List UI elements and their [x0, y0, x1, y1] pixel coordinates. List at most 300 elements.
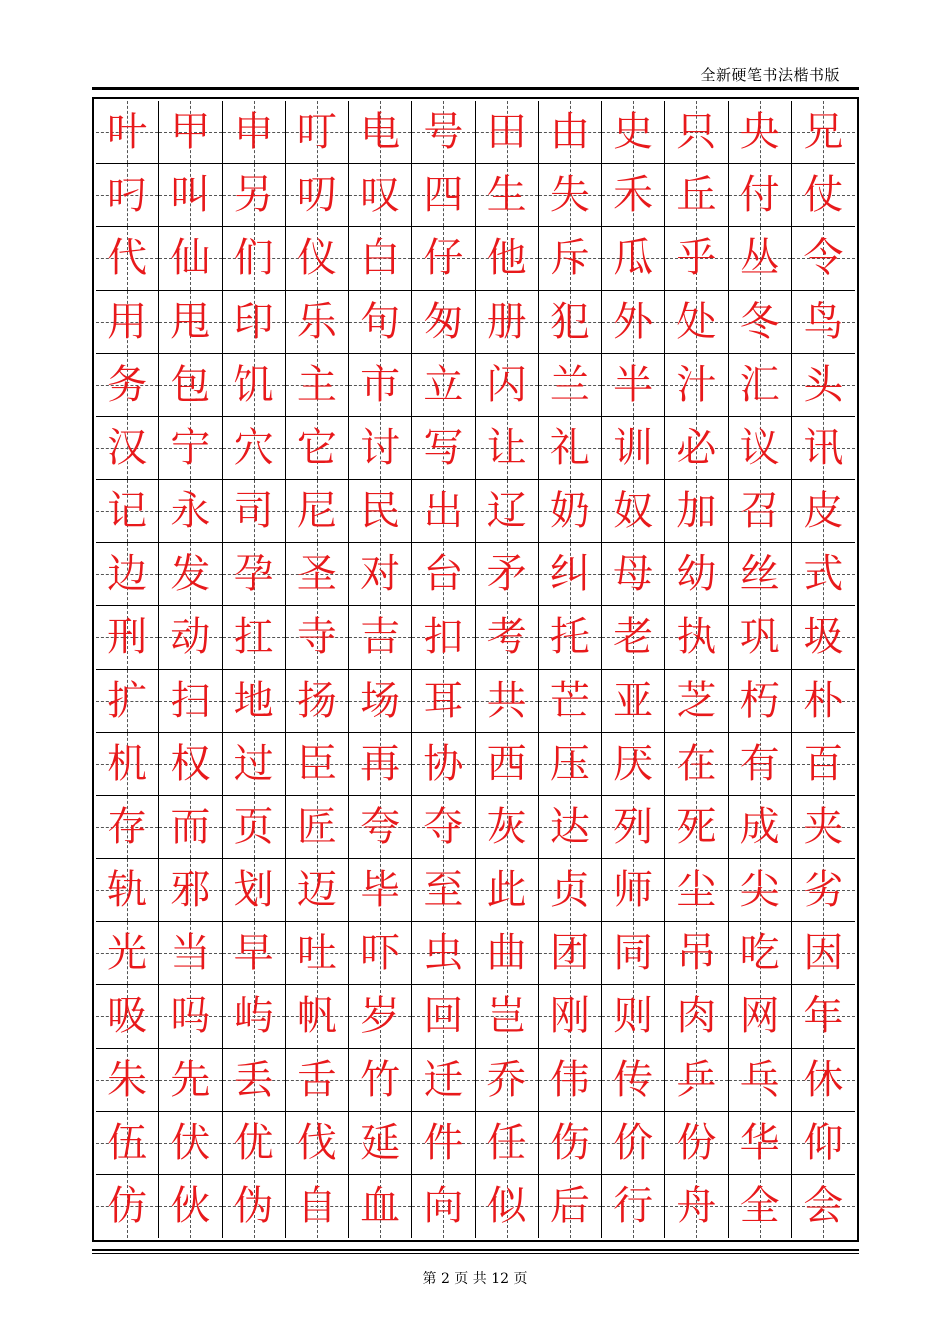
practice-character: 鸟	[803, 298, 844, 345]
grid-cell	[349, 1175, 412, 1238]
practice-character: 伍	[107, 1119, 148, 1166]
grid-cell	[159, 101, 222, 164]
practice-character: 生	[486, 172, 527, 219]
practice-character: 先	[170, 1056, 211, 1103]
practice-character: 让	[486, 424, 527, 471]
practice-character: 在	[676, 740, 717, 787]
grid-cell	[159, 480, 222, 543]
grid-cell	[665, 733, 728, 796]
grid-cell	[602, 291, 665, 354]
practice-character: 瓜	[613, 235, 654, 282]
practice-character: 式	[803, 551, 844, 598]
grid-cell	[223, 1175, 286, 1238]
practice-character: 死	[676, 803, 717, 850]
practice-character: 曲	[486, 930, 527, 977]
practice-character: 奴	[613, 488, 654, 535]
grid-cell	[539, 227, 602, 290]
grid-cell	[223, 227, 286, 290]
grid-cell	[539, 796, 602, 859]
practice-character: 扛	[233, 614, 274, 661]
practice-character: 传	[613, 1056, 654, 1103]
grid-cell	[476, 417, 539, 480]
practice-character: 白	[360, 235, 401, 282]
grid-cell	[159, 606, 222, 669]
practice-character: 耳	[423, 677, 464, 724]
grid-cell	[286, 480, 349, 543]
grid-cell	[349, 164, 412, 227]
grid-cell	[476, 291, 539, 354]
grid-cell	[602, 1175, 665, 1238]
practice-character: 年	[803, 993, 844, 1040]
practice-character: 民	[360, 488, 401, 535]
page-number: 第 2 页 共 12 页	[422, 1271, 528, 1287]
practice-character: 考	[486, 614, 527, 661]
grid-cell	[223, 859, 286, 922]
grid-cell	[349, 291, 412, 354]
grid-cell	[792, 227, 855, 290]
grid-cell	[792, 480, 855, 543]
practice-character: 光	[107, 930, 148, 977]
footer-divider	[92, 1249, 859, 1251]
practice-character: 申	[233, 109, 274, 156]
grid-cell	[539, 985, 602, 1048]
practice-character: 外	[613, 298, 654, 345]
practice-character: 价	[613, 1119, 654, 1166]
practice-character: 尘	[676, 867, 717, 914]
grid-cell	[729, 417, 792, 480]
grid-cell	[159, 1175, 222, 1238]
practice-character: 汁	[676, 361, 717, 408]
practice-character: 伪	[233, 1183, 274, 1230]
grid-cell	[602, 606, 665, 669]
practice-character: 台	[423, 551, 464, 598]
practice-character: 句	[360, 298, 401, 345]
grid-cell	[286, 354, 349, 417]
grid-cell	[349, 543, 412, 606]
practice-character: 丘	[676, 172, 717, 219]
grid-cell	[159, 543, 222, 606]
practice-character: 仰	[803, 1119, 844, 1166]
practice-character: 伟	[549, 1056, 590, 1103]
grid-cell	[286, 101, 349, 164]
grid-cell	[665, 985, 728, 1048]
practice-character: 汇	[739, 361, 780, 408]
practice-character: 压	[549, 740, 590, 787]
practice-character: 乎	[676, 235, 717, 282]
practice-character: 权	[170, 740, 211, 787]
grid-cell	[665, 1049, 728, 1112]
grid-cell	[223, 985, 286, 1048]
grid-cell	[96, 922, 159, 985]
practice-character: 乒	[676, 1056, 717, 1103]
practice-character: 而	[170, 803, 211, 850]
practice-character: 寺	[296, 614, 337, 661]
grid-cell	[286, 985, 349, 1048]
practice-character: 仪	[296, 235, 337, 282]
practice-character: 帆	[296, 993, 337, 1040]
practice-character: 执	[676, 614, 717, 661]
practice-character: 臣	[296, 740, 337, 787]
practice-character: 会	[803, 1183, 844, 1230]
grid-cell	[412, 859, 475, 922]
practice-character: 头	[803, 361, 844, 408]
practice-character: 任	[486, 1119, 527, 1166]
grid-cell	[223, 417, 286, 480]
grid-cell	[792, 1175, 855, 1238]
practice-character: 迁	[423, 1056, 464, 1103]
grid-cell	[602, 164, 665, 227]
grid-cell	[96, 1049, 159, 1112]
practice-character: 叶	[107, 109, 148, 156]
grid-cell	[412, 543, 475, 606]
grid-cell	[665, 606, 728, 669]
practice-character: 当	[170, 930, 211, 977]
practice-character: 用	[107, 298, 148, 345]
practice-character: 划	[233, 867, 274, 914]
grid-cell	[476, 606, 539, 669]
grid-cell	[349, 480, 412, 543]
practice-character: 机	[107, 740, 148, 787]
practice-character: 仔	[423, 235, 464, 282]
practice-character: 斥	[549, 235, 590, 282]
practice-character: 列	[613, 803, 654, 850]
grid-cell	[539, 1112, 602, 1175]
practice-character: 芝	[676, 677, 717, 724]
practice-character: 件	[423, 1119, 464, 1166]
document-title: 全新硬笔书法楷书版	[700, 66, 840, 84]
practice-character: 尖	[739, 867, 780, 914]
practice-character: 乔	[486, 1056, 527, 1103]
practice-character: 电	[360, 109, 401, 156]
practice-character: 立	[423, 361, 464, 408]
grid-cell	[665, 1175, 728, 1238]
grid-cell	[223, 733, 286, 796]
practice-character: 血	[360, 1183, 401, 1230]
practice-character: 动	[170, 614, 211, 661]
grid-cell	[159, 859, 222, 922]
practice-character: 代	[107, 235, 148, 282]
practice-character: 仿	[107, 1183, 148, 1230]
grid-cell	[223, 1049, 286, 1112]
grid-cell	[349, 1112, 412, 1175]
practice-character: 乐	[296, 298, 337, 345]
grid-cell	[349, 101, 412, 164]
grid-cell	[665, 796, 728, 859]
practice-character: 百	[803, 740, 844, 787]
practice-character: 宁	[170, 424, 211, 471]
practice-character: 圣	[296, 551, 337, 598]
grid-cell	[223, 164, 286, 227]
grid-cell	[792, 1049, 855, 1112]
grid-cell	[286, 859, 349, 922]
grid-cell	[792, 922, 855, 985]
practice-character: 此	[486, 867, 527, 914]
grid-cell	[792, 606, 855, 669]
practice-character: 舌	[296, 1056, 337, 1103]
practice-character: 由	[549, 109, 590, 156]
grid-cell	[729, 543, 792, 606]
grid-cell	[412, 733, 475, 796]
grid-cell	[665, 291, 728, 354]
grid-cell	[539, 1049, 602, 1112]
grid-cell	[159, 1049, 222, 1112]
practice-character: 达	[549, 803, 590, 850]
practice-character: 冬	[739, 298, 780, 345]
practice-character: 半	[613, 361, 654, 408]
grid-cell	[476, 922, 539, 985]
grid-cell	[96, 354, 159, 417]
grid-cell	[96, 670, 159, 733]
practice-character: 轨	[107, 867, 148, 914]
practice-character: 肉	[676, 993, 717, 1040]
grid-cell	[602, 1112, 665, 1175]
practice-character: 兄	[803, 109, 844, 156]
practice-character: 另	[233, 172, 274, 219]
practice-character: 他	[486, 235, 527, 282]
practice-character: 乓	[739, 1056, 780, 1103]
practice-character: 朽	[739, 677, 780, 724]
practice-character: 议	[739, 424, 780, 471]
grid-cell	[349, 859, 412, 922]
practice-character: 页	[233, 803, 274, 850]
practice-character: 永	[170, 488, 211, 535]
grid-cell	[539, 291, 602, 354]
practice-character: 伤	[549, 1119, 590, 1166]
grid-cell	[539, 543, 602, 606]
grid-cell	[412, 291, 475, 354]
grid-cell	[729, 227, 792, 290]
practice-character: 师	[613, 867, 654, 914]
practice-character: 处	[676, 298, 717, 345]
practice-character: 央	[739, 109, 780, 156]
practice-character: 吉	[360, 614, 401, 661]
practice-character: 册	[486, 298, 527, 345]
grid-cell	[286, 1049, 349, 1112]
practice-character: 叹	[360, 172, 401, 219]
grid-cell	[349, 922, 412, 985]
grid-cell	[286, 796, 349, 859]
grid-cell	[349, 227, 412, 290]
practice-character: 司	[233, 488, 274, 535]
grid-cell	[602, 354, 665, 417]
grid-cell	[412, 164, 475, 227]
grid-cell	[729, 796, 792, 859]
grid-cell	[539, 1175, 602, 1238]
grid-cell	[223, 670, 286, 733]
grid-cell	[539, 480, 602, 543]
grid-cell	[96, 291, 159, 354]
practice-character: 网	[739, 993, 780, 1040]
practice-character: 托	[549, 614, 590, 661]
practice-character: 芒	[549, 677, 590, 724]
grid-cell	[349, 606, 412, 669]
grid-cell	[223, 606, 286, 669]
grid-cell	[729, 606, 792, 669]
practice-character: 召	[739, 488, 780, 535]
grid-cell	[476, 859, 539, 922]
practice-character: 伏	[170, 1119, 211, 1166]
grid-cell	[286, 543, 349, 606]
grid-cell	[602, 101, 665, 164]
practice-character: 辽	[486, 488, 527, 535]
practice-character: 号	[423, 109, 464, 156]
grid-cell	[286, 670, 349, 733]
practice-character: 失	[549, 172, 590, 219]
practice-character: 扩	[107, 677, 148, 724]
practice-character: 只	[676, 109, 717, 156]
practice-character: 协	[423, 740, 464, 787]
grid-cell	[476, 985, 539, 1048]
grid-cell	[665, 101, 728, 164]
grid-cell	[476, 796, 539, 859]
practice-character: 奶	[549, 488, 590, 535]
practice-character: 匠	[296, 803, 337, 850]
practice-character: 发	[170, 551, 211, 598]
grid-cell	[223, 1112, 286, 1175]
practice-character: 老	[613, 614, 654, 661]
practice-character: 叨	[296, 172, 337, 219]
grid-cell	[476, 543, 539, 606]
grid-cell	[159, 291, 222, 354]
practice-character: 因	[803, 930, 844, 977]
practice-character: 贞	[549, 867, 590, 914]
grid-cell	[159, 733, 222, 796]
grid-cell	[223, 291, 286, 354]
grid-cell	[159, 796, 222, 859]
grid-cell	[412, 1175, 475, 1238]
practice-character: 则	[613, 993, 654, 1040]
grid-cell	[602, 227, 665, 290]
grid-cell	[792, 1112, 855, 1175]
grid-cell	[159, 985, 222, 1048]
grid-cell	[539, 354, 602, 417]
practice-character: 务	[107, 361, 148, 408]
grid-cell	[159, 417, 222, 480]
practice-character: 向	[423, 1183, 464, 1230]
practice-character: 甩	[170, 298, 211, 345]
grid-cell	[602, 1049, 665, 1112]
grid-cell	[665, 354, 728, 417]
grid-cell	[729, 922, 792, 985]
grid-cell	[349, 354, 412, 417]
practice-character: 边	[107, 551, 148, 598]
practice-character: 再	[360, 740, 401, 787]
practice-character: 岂	[486, 993, 527, 1040]
practice-character: 过	[233, 740, 274, 787]
grid-cell	[412, 417, 475, 480]
grid-cell	[412, 985, 475, 1048]
practice-character: 早	[233, 930, 274, 977]
grid-cell	[665, 164, 728, 227]
grid-cell	[96, 164, 159, 227]
practice-character: 们	[233, 235, 274, 282]
grid-cell	[96, 859, 159, 922]
practice-character: 夺	[423, 803, 464, 850]
grid-cell	[286, 291, 349, 354]
grid-cell	[476, 480, 539, 543]
grid-cell	[96, 796, 159, 859]
practice-grid	[96, 101, 855, 1238]
grid-cell	[602, 733, 665, 796]
grid-cell	[665, 1112, 728, 1175]
practice-character: 丢	[233, 1056, 274, 1103]
grid-cell	[159, 354, 222, 417]
grid-cell	[665, 922, 728, 985]
practice-character: 竹	[360, 1056, 401, 1103]
practice-character: 丝	[739, 551, 780, 598]
practice-character: 匆	[423, 298, 464, 345]
grid-cell	[792, 354, 855, 417]
practice-character: 礼	[549, 424, 590, 471]
grid-cell	[792, 291, 855, 354]
practice-character: 毕	[360, 867, 401, 914]
practice-character: 甲	[170, 109, 211, 156]
practice-character: 厌	[613, 740, 654, 787]
grid-cell	[729, 985, 792, 1048]
grid-cell	[792, 859, 855, 922]
grid-cell	[159, 227, 222, 290]
practice-character: 华	[739, 1119, 780, 1166]
grid-cell	[476, 164, 539, 227]
practice-character: 朴	[803, 677, 844, 724]
grid-cell	[539, 733, 602, 796]
grid-cell	[286, 922, 349, 985]
grid-cell	[792, 733, 855, 796]
practice-character: 田	[486, 109, 527, 156]
grid-cell	[223, 354, 286, 417]
practice-character: 吊	[676, 930, 717, 977]
grid-cell	[729, 164, 792, 227]
practice-character: 至	[423, 867, 464, 914]
practice-character: 地	[233, 677, 274, 724]
practice-character: 优	[233, 1119, 274, 1166]
practice-character: 有	[739, 740, 780, 787]
practice-character: 主	[296, 361, 337, 408]
practice-character: 场	[360, 677, 401, 724]
grid-cell	[349, 733, 412, 796]
grid-cell	[223, 796, 286, 859]
practice-character: 矛	[486, 551, 527, 598]
grid-cell	[96, 1175, 159, 1238]
grid-cell	[792, 670, 855, 733]
grid-cell	[286, 1175, 349, 1238]
header-divider	[92, 87, 859, 90]
practice-character: 孕	[233, 551, 274, 598]
grid-cell	[729, 733, 792, 796]
practice-character: 叮	[296, 109, 337, 156]
practice-character: 吗	[170, 993, 211, 1040]
grid-cell	[665, 670, 728, 733]
grid-cell	[792, 164, 855, 227]
practice-character: 吃	[739, 930, 780, 977]
practice-character: 存	[107, 803, 148, 850]
grid-cell	[223, 101, 286, 164]
grid-cell	[349, 796, 412, 859]
grid-cell	[602, 859, 665, 922]
practice-character: 成	[739, 803, 780, 850]
practice-character: 份	[676, 1119, 717, 1166]
grid-cell	[539, 164, 602, 227]
grid-cell	[602, 985, 665, 1048]
practice-character: 出	[423, 488, 464, 535]
grid-cell	[476, 733, 539, 796]
grid-cell	[665, 543, 728, 606]
practice-character: 后	[549, 1183, 590, 1230]
practice-character: 穴	[233, 424, 274, 471]
practice-character: 付	[739, 172, 780, 219]
practice-character: 写	[423, 424, 464, 471]
grid-cell	[476, 227, 539, 290]
